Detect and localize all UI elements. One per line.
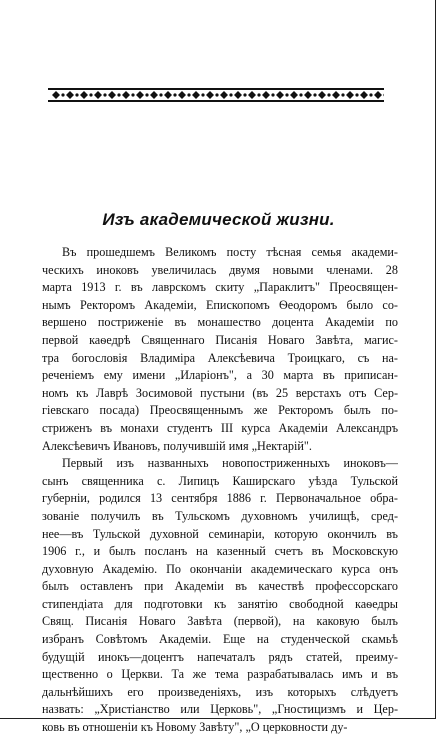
- ornament-motif: [318, 91, 326, 99]
- text-line: щественно о Церкви. Та же тема разрабатывалась имъ и въ: [42, 667, 398, 682]
- ornament-dot: [299, 93, 302, 96]
- ornament-motif: [150, 91, 158, 99]
- ornament-motif: [248, 91, 256, 99]
- article-body: [42, 244, 398, 737]
- text-line: былъ оставленъ при Академіи въ качествѣ профессорскаго: [42, 579, 398, 594]
- ornament-motif: [164, 91, 172, 99]
- ornament-motif: [262, 91, 270, 99]
- text-line: духовную Академію. По окончаніи академическаго курса онъ: [42, 561, 398, 576]
- text-line: номъ къ Лаврѣ Зосимовой пустыни (въ 25 верстахъ отъ Сер-: [42, 385, 398, 400]
- ornament-motif: [206, 91, 214, 99]
- text-line: первой каѳедрѣ Священнаго Писанія Новаго Завѣта, магис-: [42, 332, 398, 347]
- ornament-motif: [108, 91, 116, 99]
- ornament-motif: [136, 91, 144, 99]
- text-line: вершено постриженіе въ монашество доцента Академіи по: [42, 315, 398, 330]
- text-line: марта 1913 г. въ лаврскомъ скиту „Параклитъ" Преосвящен-: [42, 280, 398, 295]
- ornament-motif: [94, 91, 102, 99]
- ornamental-border: [48, 86, 384, 104]
- ornament-motif: [52, 91, 60, 99]
- text-line: Первый изъ названныхъ новопостриженныхъ иноковъ—: [62, 456, 398, 471]
- text-line: Алексѣевичъ Ивановъ, получившій имя „Нектарій".: [42, 438, 312, 453]
- ornament-dot: [369, 93, 372, 96]
- ornament-motif: [178, 91, 186, 99]
- article-heading: Изъ академической жизни.: [102, 210, 335, 229]
- ornament-dot: [201, 93, 204, 96]
- text-line: Въ прошедшемъ Великомъ посту тѣсная семья академи-: [62, 245, 398, 259]
- ornament-dot: [285, 93, 288, 96]
- ornament-motif: [304, 91, 312, 99]
- ornament-dot: [215, 93, 218, 96]
- ornament-dot: [187, 93, 190, 96]
- ornament-dot: [243, 93, 246, 96]
- ornament-dot: [89, 93, 92, 96]
- ornament-dot: [271, 93, 274, 96]
- ornament-dot: [257, 93, 260, 96]
- ornament-pattern-icon: [48, 86, 384, 104]
- ornament-motif: [80, 91, 88, 99]
- ornament-motif: [66, 91, 74, 99]
- ornament-dot: [145, 93, 148, 96]
- text-line: сынъ священника с. Липицъ Каширскаго уѣзда Тульской: [42, 473, 398, 488]
- ornament-motif: [234, 91, 242, 99]
- text-line: тра богословія Владиміра Алексѣевича Троицкаго, съ на-: [42, 350, 398, 365]
- ornament-dot: [103, 93, 106, 96]
- text-line: нымъ Ректоромъ Академіи, Епископомъ Ѳеодоромъ было со-: [42, 297, 398, 312]
- text-line: зованіе получилъ въ Тульскомъ духовномъ училищѣ, сред-: [42, 508, 398, 523]
- text-line: губерніи, родился 13 сентября 1886 г. Первоначальное обра-: [42, 491, 398, 506]
- text-line: стриженъ въ монахи студентъ III курса Академіи Александръ: [42, 420, 398, 435]
- text-line: 1906 г., и былъ посланъ на казенный счетъ въ Московскую: [42, 544, 398, 559]
- text-line: нее—въ Тульской духовной семинаріи, которую окончилъ въ: [42, 526, 398, 541]
- ornament-dot: [117, 93, 120, 96]
- text-line: дальнѣйшихъ его произведеніяхъ, изъ которыхъ слѣдуетъ: [42, 684, 398, 699]
- text-line: Свящ. Писанія Новаго Завѣта (первой), на каковую былъ: [42, 614, 398, 629]
- ornament-dot: [173, 93, 176, 96]
- ornament-motif: [276, 91, 284, 99]
- text-line: будущій инокъ—доцентъ напечаталъ рядъ статей, преиму-: [42, 649, 398, 664]
- ornament-motif: [290, 91, 298, 99]
- ornament-motif: [374, 91, 382, 99]
- text-line: назвать: „Христіанство или Церковь", „Гностицизмъ и Цер-: [42, 702, 398, 717]
- text-line: ческихъ иноковъ увеличилась двумя новыми членами. 28: [42, 262, 398, 277]
- text-line: реченіемъ ему имени „Иларіонъ", а 30 марта въ приписан-: [42, 368, 398, 383]
- ornament-motif: [192, 91, 200, 99]
- text-line: гіевскаго посада) Преосвященнымъ же Ректоромъ былъ по-: [42, 403, 398, 418]
- ornament-dot: [327, 93, 330, 96]
- ornament-motif: [346, 91, 354, 99]
- ornament-dot: [229, 93, 232, 96]
- ornament-dot: [313, 93, 316, 96]
- ornament-dot: [383, 93, 384, 96]
- ornament-motif: [360, 91, 368, 99]
- ornament-dot: [341, 93, 344, 96]
- ornament-dot: [61, 93, 64, 96]
- text-line: избранъ Совѣтомъ Академіи. Еще на студенческой скамьѣ: [42, 632, 398, 647]
- ornament-motif: [220, 91, 228, 99]
- ornament-dot: [159, 93, 162, 96]
- ornament-motif: [332, 91, 340, 99]
- ornament-dot: [131, 93, 134, 96]
- text-line: стипендіата для подготовки къ занятію свободной каѳедры: [42, 596, 398, 611]
- ornament-dot: [355, 93, 358, 96]
- ornament-dot: [75, 93, 78, 96]
- text-line: ковь въ отношеніи къ Новому Завѣту", „О церковности ду-: [42, 720, 348, 735]
- ornament-motif: [122, 91, 130, 99]
